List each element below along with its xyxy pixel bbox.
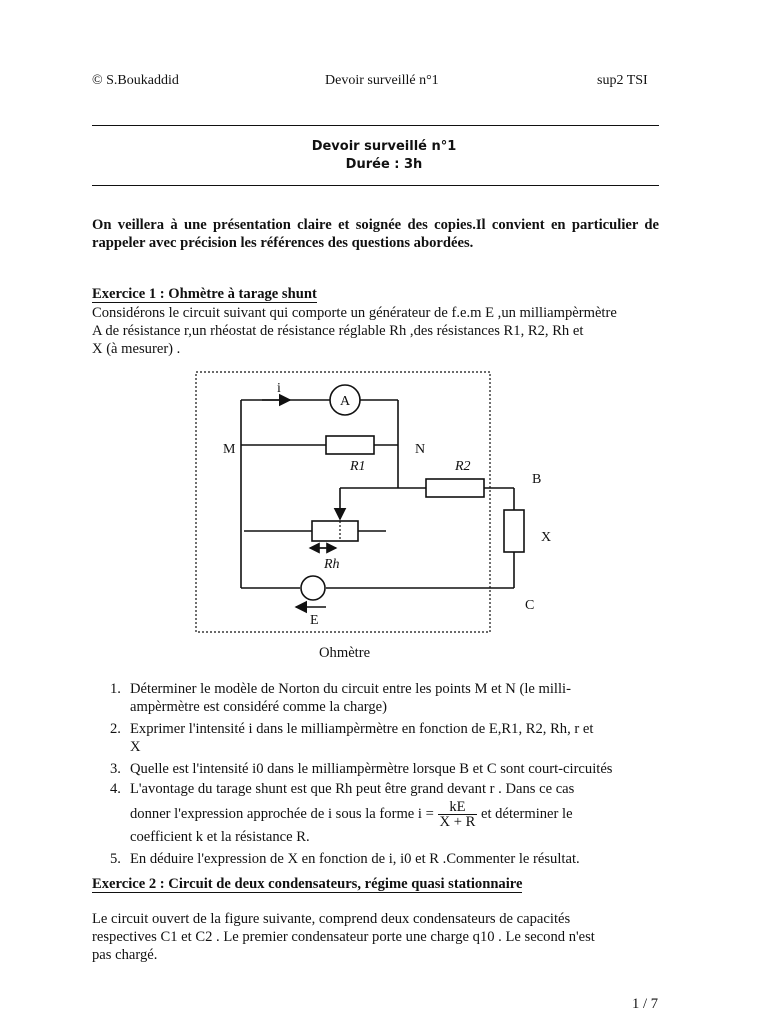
exercise-1-title: Exercice 1 : Ohmètre à tarage shunt	[92, 286, 317, 302]
rheostat-rh	[312, 521, 358, 541]
label-rh: Rh	[324, 557, 340, 572]
label-e: E	[310, 613, 319, 628]
intro-text: On veillera à une présentation claire et soignée des copies.Il convient en particulier de rappeler avec précision les références des questions abordées.	[92, 217, 659, 251]
exercise-1-para-line1: Considérons le circuit suivant qui comporte un générateur de f.e.m E ,un milliampèrmètre	[92, 305, 617, 321]
generator-symbol	[301, 576, 325, 600]
resistor-r2	[426, 479, 484, 497]
resistor-x	[504, 510, 524, 552]
label-r2: R2	[455, 459, 471, 474]
doc-title: Devoir surveillé n°1	[311, 139, 457, 154]
page-number: 1 / 7	[632, 996, 658, 1012]
exercise-2-para-line1: Le circuit ouvert de la figure suivante, comprend deux condensateurs de capacités	[92, 911, 571, 927]
label-a: A	[340, 394, 351, 409]
exercise-1-para-line3: X (à mesurer) .	[92, 341, 181, 357]
doc-duration: Durée : 3h	[345, 157, 423, 172]
header-title: Devoir surveillé n°1	[325, 73, 439, 88]
label-b: B	[532, 472, 542, 487]
resistor-r1	[326, 436, 374, 454]
exercise-2-title: Exercice 2 : Circuit de deux condensateurs, régime quasi stationnaire	[92, 876, 523, 892]
label-r1: R1	[350, 459, 366, 474]
label-x: X	[541, 530, 552, 545]
label-m: M	[223, 442, 236, 457]
label-c: C	[525, 598, 535, 613]
figure-caption: Ohmètre	[319, 645, 371, 661]
exercise-2-para-line3: pas chargé.	[92, 947, 158, 963]
fraction-ke-over-x-plus-r: $\frac{kE}{X + R}$	[439, 799, 476, 830]
label-n: N	[415, 442, 426, 457]
exercise-2-para-line2: respectives C1 et C2 . Le premier condensateur porte une charge q10 . Le second n'est	[92, 929, 595, 945]
header-class: sup2 TSI	[597, 73, 648, 88]
label-i: i	[277, 381, 281, 396]
exercise-1-para-line2: A de résistance r,un rhéostat de résistance réglable Rh ,des résistances R1, R2, Rh et	[92, 323, 584, 339]
header-author: © S.Boukaddid	[92, 73, 179, 88]
